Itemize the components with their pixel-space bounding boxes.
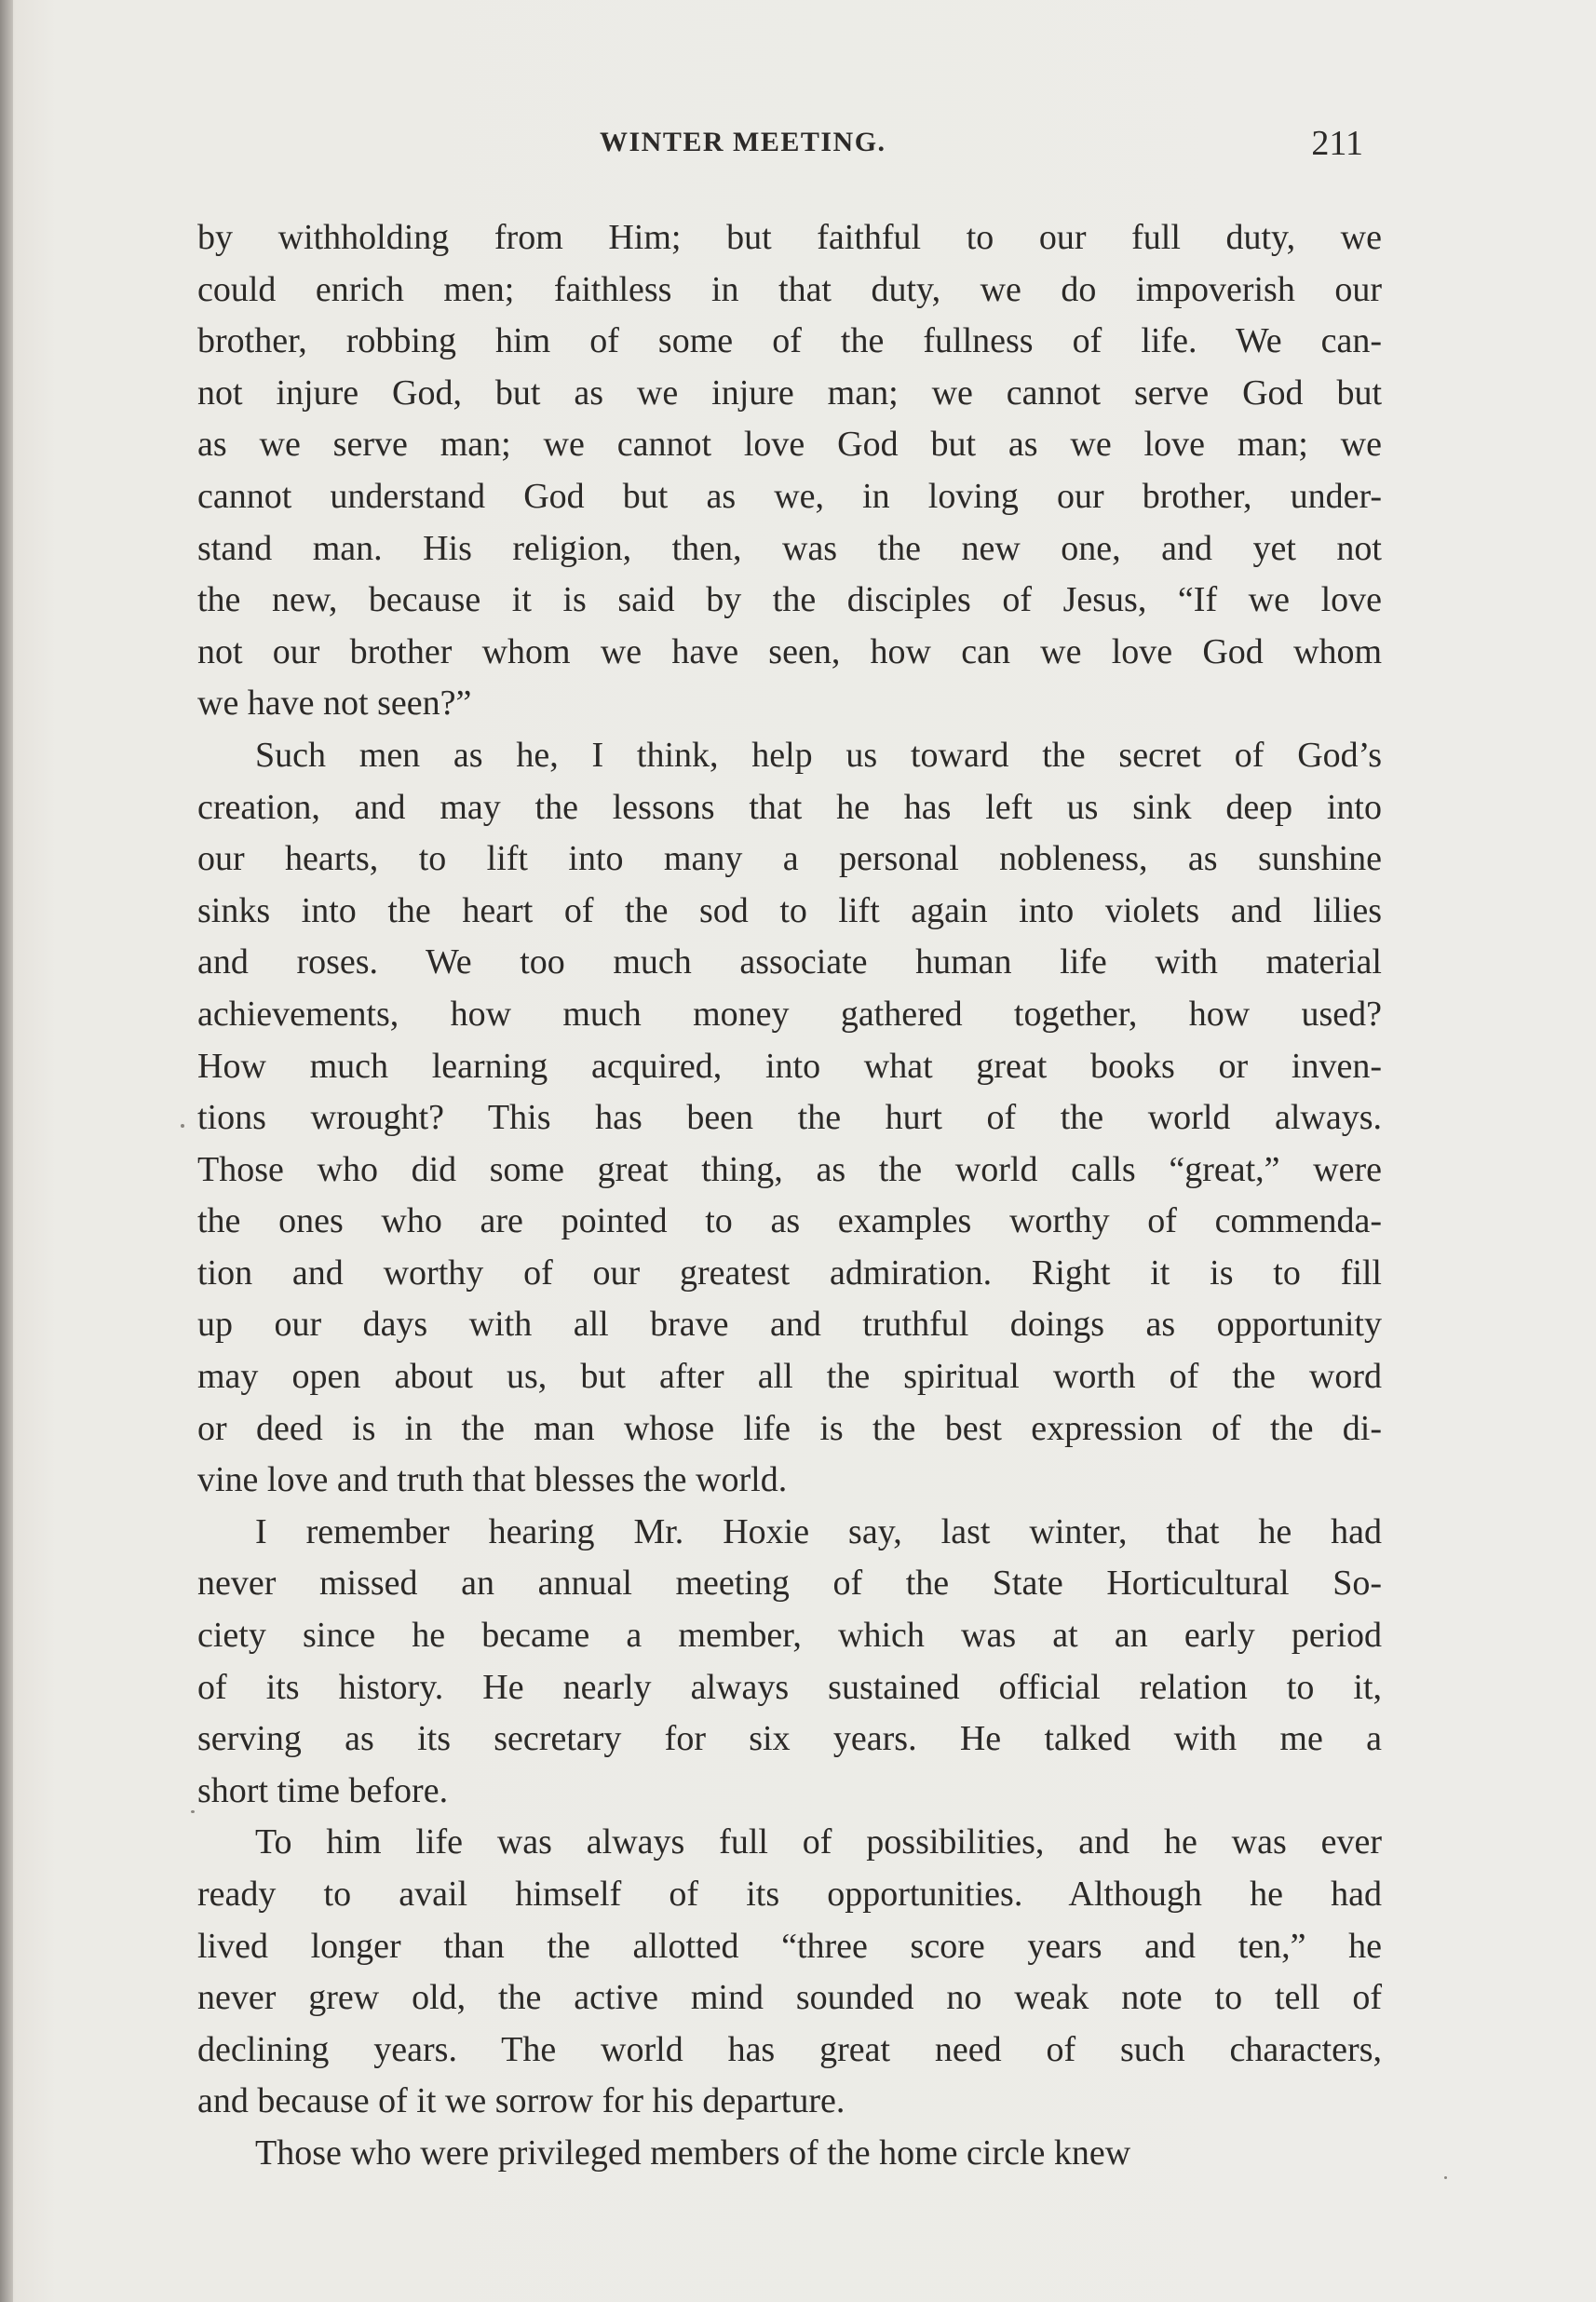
text-line: Those who did some great thing, as the world calls “great,” were [197,1149,1382,1189]
text-line: vine love and truth that blesses the world. [197,1460,788,1500]
text-line: the new, because it is said by the disciples of Jesus, “If we love [197,580,1382,620]
text-line: our hearts, to lift into many a personal nobleness, as sunshine [197,839,1382,879]
paragraph-start-line: Those who were privileged members of the home circle knew [255,2133,1131,2173]
paper-speck [1444,2176,1447,2179]
text-line: we have not seen?” [197,684,472,724]
text-line: the ones who are pointed to as examples worthy of commenda- [197,1201,1382,1241]
text-line: creation, and may the lessons that he has left us sink deep into [197,787,1382,827]
text-line: short time before. [197,1770,449,1810]
paper-speck [181,1124,184,1128]
text-line: as we serve man; we cannot love God but as we love man; we [197,425,1382,465]
text-line: and roses. We too much associate human life with material [197,942,1382,982]
text-line: lived longer than the allotted “three score years and ten,” he [197,1926,1382,1966]
running-head: WINTER MEETING. [600,127,886,157]
paragraph-start-line: I remember hearing Mr. Hoxie say, last winter, that he had [255,1511,1382,1551]
page-number: 211 [1311,124,1363,163]
text-line: never grew old, the active mind sounded no weak note to tell of [197,1978,1382,2018]
text-line: tion and worthy of our greatest admiration. Right it is to fill [197,1253,1382,1293]
text-line: or deed is in the man whose life is the best expression of the di- [197,1408,1382,1448]
paper-speck [191,1810,195,1813]
text-line: not injure God, but as we injure man; we cannot serve God but [197,372,1382,413]
text-line: stand man. His religion, then, was the new one, and yet not [197,528,1382,568]
text-line: sinks into the heart of the sod to lift again into violets and lilies [197,890,1382,930]
text-line: by withholding from Him; but faithful to our full duty, we [197,218,1382,257]
text-line: How much learning acquired, into what great books or inven- [197,1046,1382,1086]
paragraph-start-line: Such men as he, I think, help us toward the secret of God’s [255,735,1382,775]
text-line: may open about us, but after all the spiritual worth of the word [197,1357,1382,1397]
text-line: serving as its secretary for six years. He talked with me a [197,1719,1382,1759]
text-line: of its history. He nearly always sustained official relation to it, [197,1667,1382,1707]
text-line: cannot understand God but as we, in loving our brother, under- [197,476,1382,516]
text-line: ready to avail himself of its opportunities. Although he had [197,1875,1382,1914]
text-line: ciety since he became a member, which was at an early period [197,1616,1382,1656]
text-line: and because of it we sorrow for his departure. [197,2081,845,2121]
binding-shadow [0,0,13,2302]
text-line: could enrich men; faithless in that duty, we do impoverish our [197,269,1382,309]
text-line: declining years. The world has great need of such characters, [197,2029,1382,2069]
text-line: up our days with all brave and truthful doings as opportunity [197,1305,1382,1345]
text-line: achievements, how much money gathered together, how used? [197,994,1382,1034]
text-line: brother, robbing him of some of the fullness of life. We can- [197,321,1382,361]
text-line: tions wrought? This has been the hurt of the world always. [197,1098,1382,1138]
page-header [197,123,1363,169]
body-text [197,212,1382,2180]
paragraph-start-line: To him life was always full of possibilities, and he was ever [255,1822,1382,1862]
text-line: never missed an annual meeting of the State Horticultural So- [197,1564,1382,1604]
text-line: not our brother whom we have seen, how can we love God whom [197,631,1382,671]
